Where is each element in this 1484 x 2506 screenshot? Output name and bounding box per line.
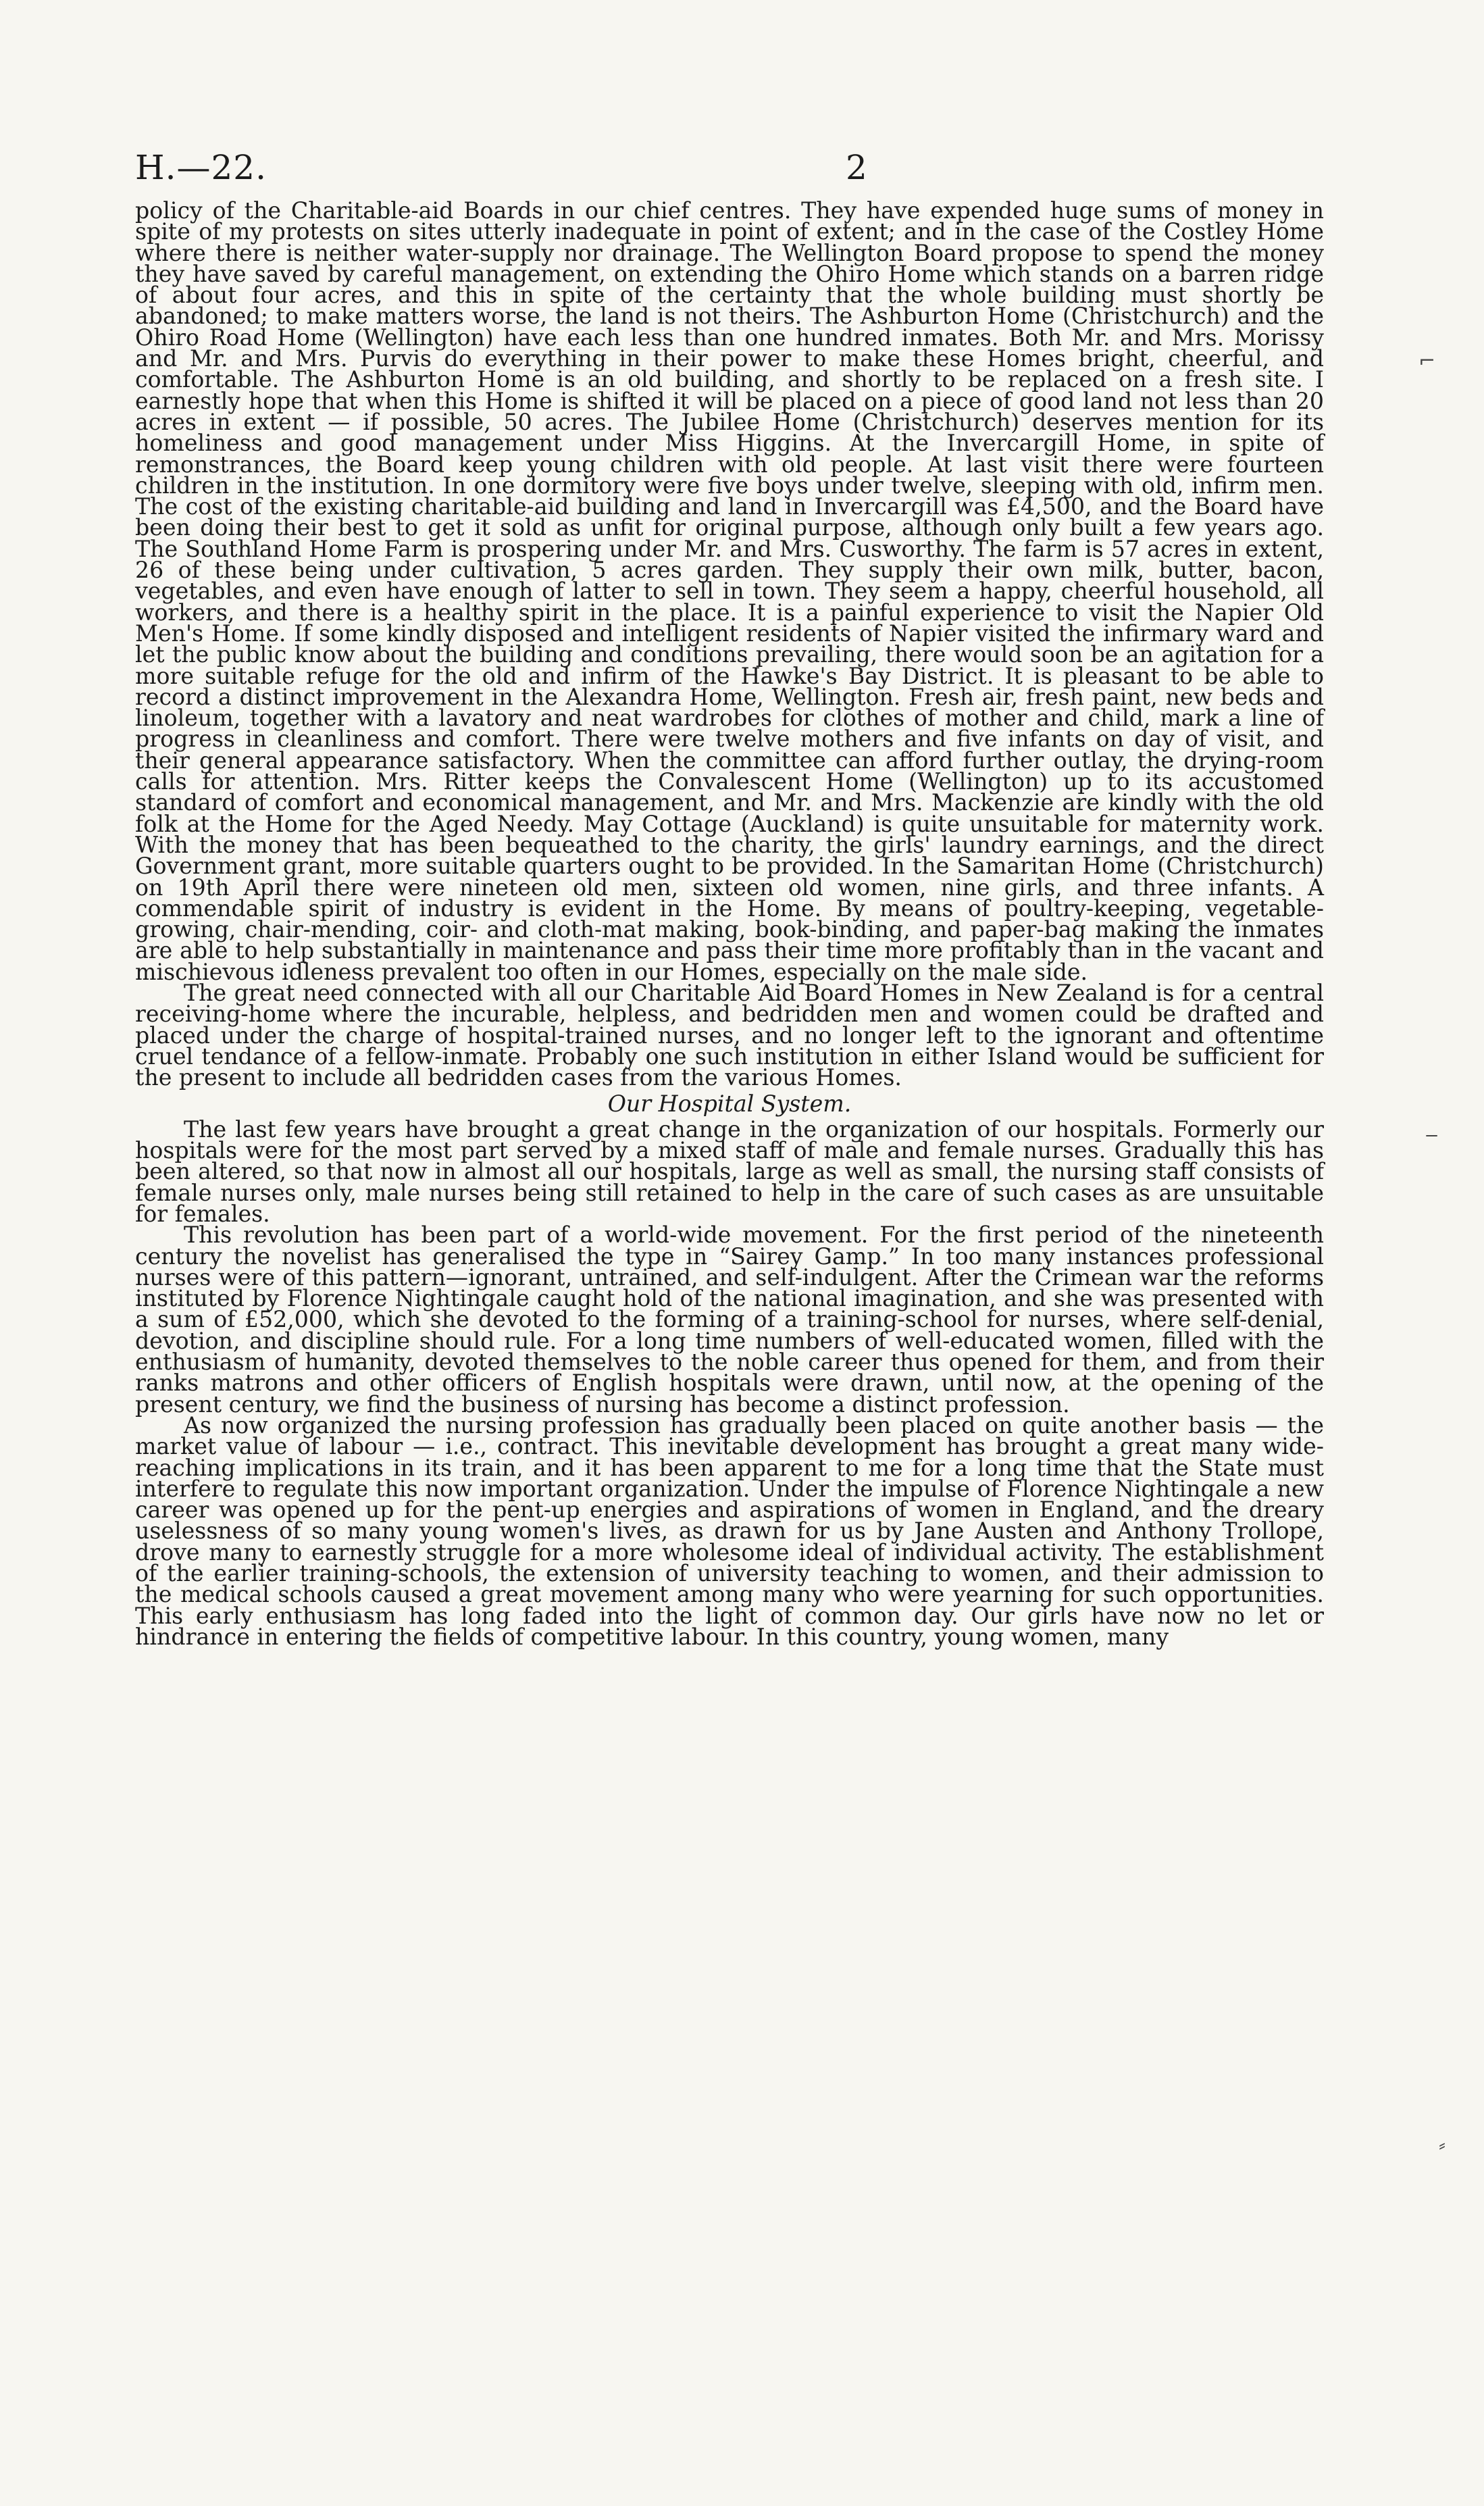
margin-mark-icon: ‒ [1425,1123,1439,1147]
paragraph-central-receiving-home: The great need connected with all our Charitable Aid Board Homes in New Zealand is for a central receiving-home where the incurable, helpless, and bedridden men and women could be drafted and placed under the charge of hospital-trained nurses, and no longer left to the ignorant and oftentime cruel tendance of a fellow-inmate. Probably one such institution in either Island would be sufficient for the present to include all bedridden cases from the various Homes. [135,979,1324,1091]
paragraph-hospital-change: The last few years have brought a great change in the organization of our hospitals. Formerly our hospitals were for the most part served by a mixed staff of male and female nurses. Gradually this has been altered, so that now in almost all our hospitals, large as well as small, the nursing staff consists of female nurses only, male nurses being still retained to help in the care of such cases as are unsuitable for females. [135,1116,1324,1227]
margin-mark-icon: ⸗ [1439,2133,1445,2157]
paragraph-nursing-profession: As now organized the nursing profession has gradually been placed on quite another basis — the market value of labour — i.e., contract. This inevitable development has brought a great many wide-reaching implications in its train, and it has been apparent to me for a long time that the State must interfere to regulate this now important organization. Under the impulse of Florence Nightingale a new career was opened up for the pent-up energies and aspirations of women in England, and the dreary uselessness of so many young women's lives, as drawn for us by Jane Austen and Anthony Trollope, drove many to earnestly struggle for a more wholesome ideal of individual activity. The establishment of the earlier training-schools, the extension of university teaching to women, and their admission to the medical schools caused a great movement among many who were yearning for such opportunities. This early enthusiasm has long faded into the light of common day. Our girls have now no let or hindrance in entering the fields of competitive labour. In this country, young women, many [135,1411,1324,1650]
section-heading: Our Hospital System. [607,1091,852,1118]
margin-mark-icon: ⌐ [1418,349,1436,373]
paragraph-revolution: This revolution has been part of a world-wide movement. For the first period of the nineteenth century the novelist has generalised the type in “Sairey Gamp.” In too many instances professional nurses were of this pattern—ignorant, untrained, and self-indulgent. After the Crimean war the reforms instituted by Florence Nightingale caught hold of the national imagination, and she was presented with a sum of £52,000, which she devoted to the forming of a training-school for nurses, where self-denial, devotion, and discipline should rule. For a long time numbers of well-educated women, filled with the enthusiasm of humanity, devoted themselves to the noble career thus opened for them, and from their ranks matrons and other officers of English hospitals were drawn, until now, at the opening of the present century, we find the business of nursing has become a distinct profession. [135,1222,1324,1418]
document-reference: H.—22. [135,148,267,187]
page-header [135,147,1324,188]
document-body [135,197,1324,1650]
page-number: 2 [846,148,867,187]
paragraph-continued: policy of the Charitable-aid Boards in our chief centres. They have expended huge sums of money in spite of my protests on sites utterly inadequate in point of extent; and in the case of the Costley Home where there is neither water-supply nor drainage. The Wellington Board propose to spend the money they have saved by careful management, on extending the Ohiro Home which stands on a barren ridge of about four acres, and this in spite of the certainty that the whole building must shortly be abandoned; to make matters worse, the land is not theirs. The Ashburton Home (Christchurch) and the Ohiro Road Home (Wellington) have each less than one hundred inmates. Both Mr. and Mrs. Morissy and Mr. and Mrs. Purvis do everything in their power to make these Homes bright, cheerful, and comfortable. The Ashburton Home is an old building, and shortly to be replaced on a fresh site. I earnestly hope that when this Home is shifted it will be placed on a piece of good land not less than 20 acres in extent — if possible, 50 acres. The Jubilee Home (Christchurch) deserves mention for its homeliness and good management under Miss Higgins. At the Invercargill Home, in spite of remonstrances, the Board keep young children with old people. At last visit there were fourteen children in the institution. In one dormitory were five boys under twelve, sleeping with old, infirm men. The cost of the existing charitable-aid building and land in Invercargill was £4,500, and the Board have been doing their best to get it sold as unfit for original purpose, although only built a few years ago. The Southland Home Farm is prospering under Mr. and Mrs. Cusworthy. The farm is 57 acres in extent, 26 of these being under cultivation, 5 acres garden. They supply their own milk, butter, bacon, vegetables, and even have enough of latter to sell in town. They seem a happy, cheerful household, all workers, and there is a healthy spirit in the place. It is a painful experience to visit the Napier Old Men's Home. If some kindly disposed and intelligent residents of Napier visited the infirmary ward and let the public know about the building and conditions prevailing, there would soon be an agitation for a more suitable refuge for the old and infirm of the Hawke's Bay District. It is pleasant to be able to record a distinct improvement in the Alexandra Home, Wellington. Fresh air, fresh paint, new beds and linoleum, together with a lavatory and neat wardrobes for clothes of mother and child, mark a line of progress in cleanliness and comfort. There were twelve mothers and five infants on day of visit, and their general appearance satisfactory. When the committee can afford further outlay, the drying-room calls for attention. Mrs. Ritter keeps the Convalescent Home (Wellington) up to its accustomed standard of comfort and economical management, and Mr. and Mrs. Mackenzie are kindly with the old folk at the Home for the Aged Needy. May Cottage (Auckland) is quite unsuitable for maternity work. With the money that has been bequeathed to the charity, the girls' laundry earnings, and the direct Government grant, more suitable quarters ought to be provided. In the Samaritan Home (Christchurch) on 19th April there were nineteen old men, sixteen old women, nine girls, and three infants. A commendable spirit of industry is evident in the Home. By means of poultry-keeping, vegetable-growing, chair-mending, coir- and cloth-mat making, book-binding, and paper-bag making the inmates are able to help substantially in maintenance and pass their time more profitably than in the vacant and mischievous idleness prevalent too often in our Homes, especially on the male side. [135,197,1324,985]
